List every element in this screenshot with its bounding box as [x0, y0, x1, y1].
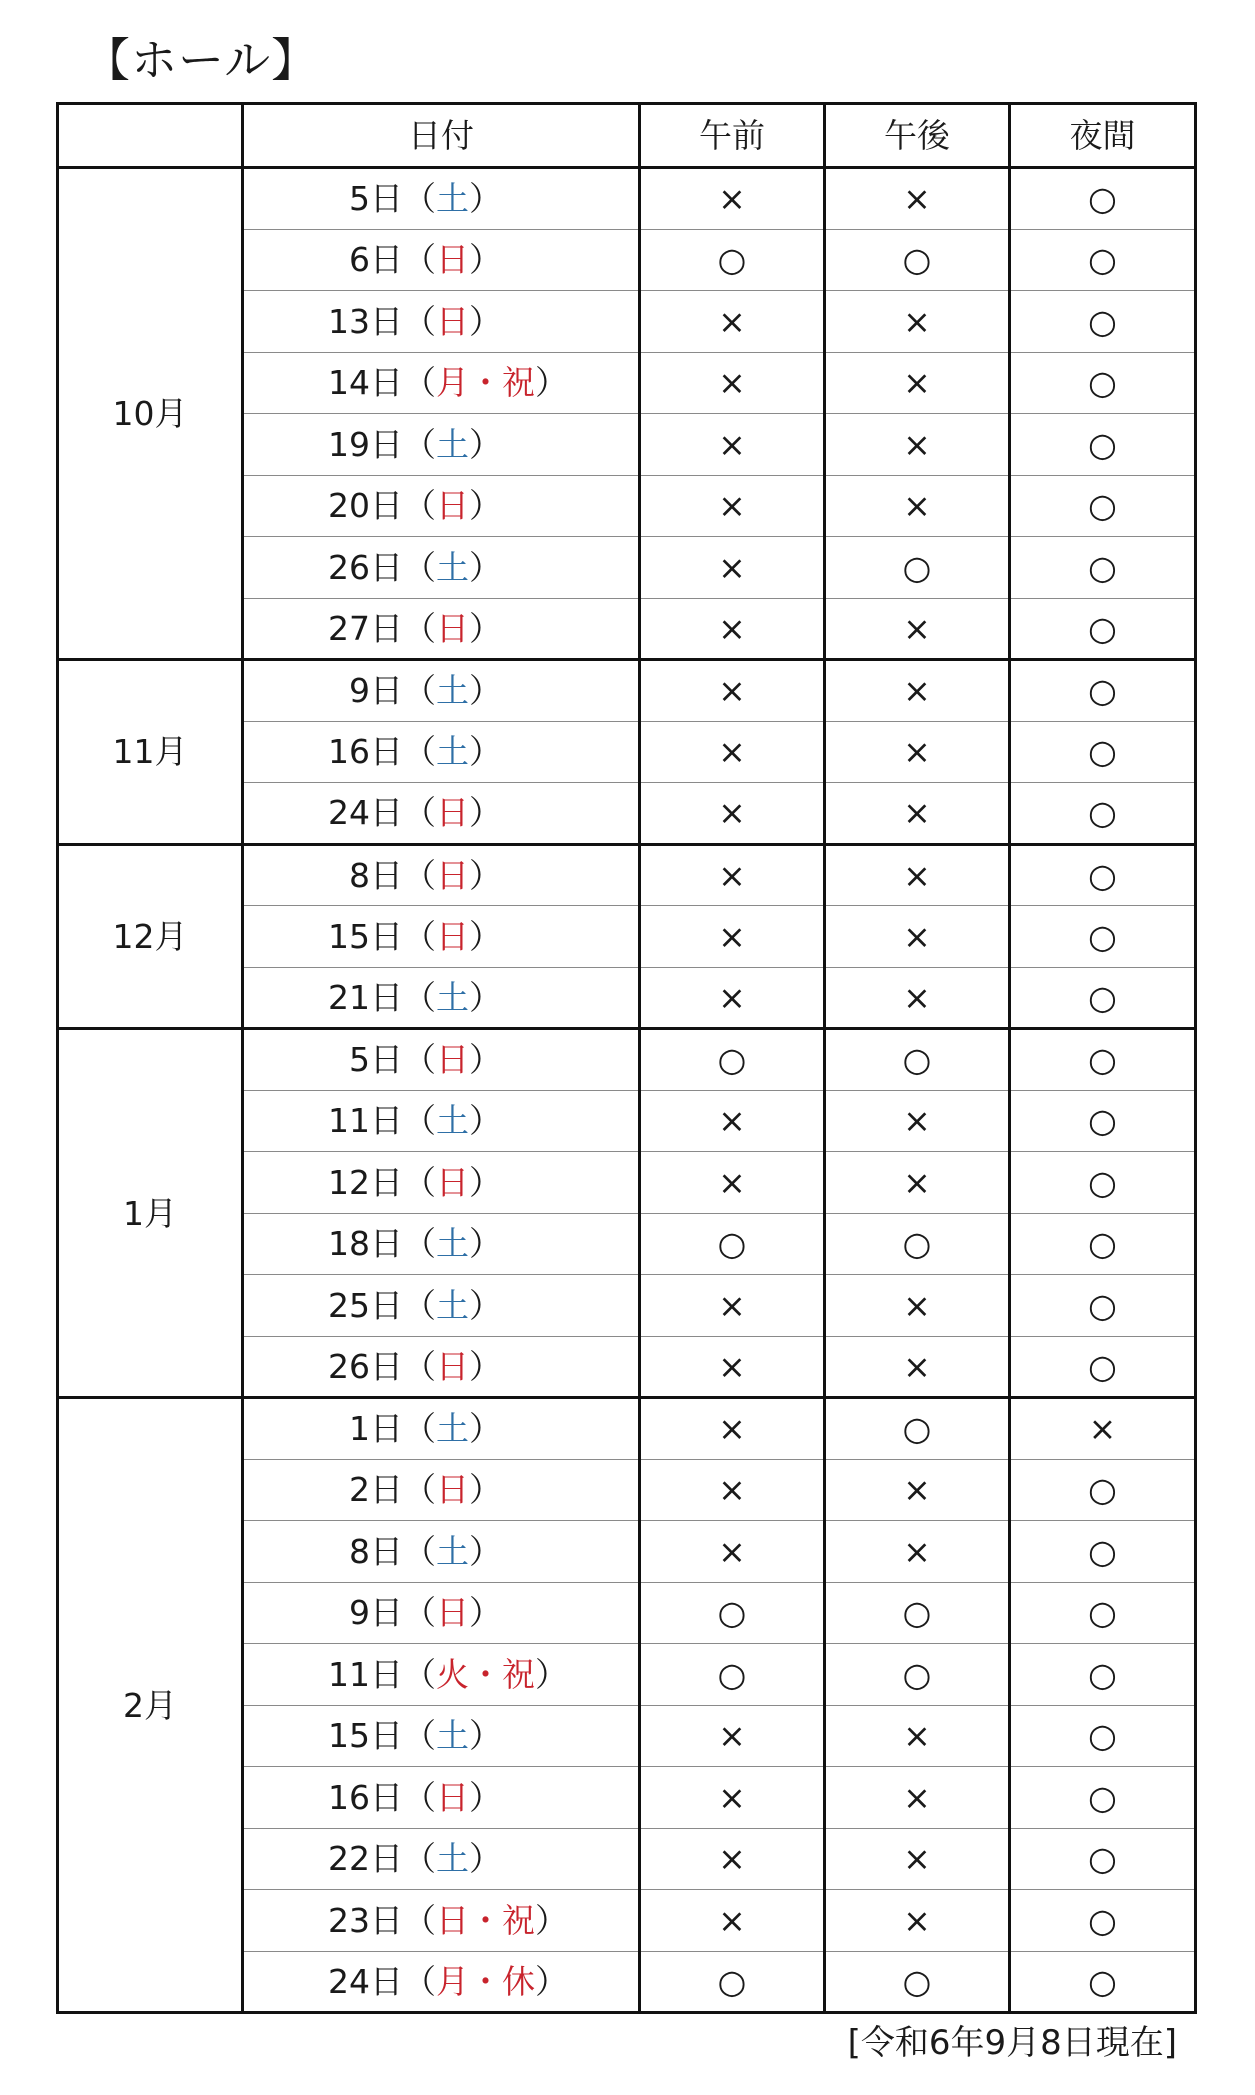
afternoon-status: × — [825, 414, 1010, 476]
afternoon-status: × — [825, 721, 1010, 783]
date-text — [291, 1716, 591, 1756]
weekday-label: 土 — [436, 424, 469, 464]
day-number: 20日 — [328, 486, 403, 526]
night-status: ○ — [1010, 352, 1196, 414]
date-cell — [243, 1398, 640, 1460]
close-paren: ） — [469, 1346, 502, 1386]
morning-status: ○ — [640, 1213, 825, 1275]
month-label: 2月 — [58, 1398, 243, 2013]
availability-table — [56, 102, 1197, 2014]
open-paren: （ — [403, 1285, 436, 1325]
weekday-label: 土 — [436, 1531, 469, 1571]
date-text — [291, 732, 591, 772]
morning-status: × — [640, 660, 825, 722]
afternoon-status: × — [825, 1767, 1010, 1829]
weekday-label: 日 — [436, 486, 469, 526]
night-status: ○ — [1010, 1336, 1196, 1398]
day-number: 2日 — [349, 1470, 403, 1510]
day-number: 24日 — [328, 1961, 403, 2001]
weekday-label: 土 — [436, 547, 469, 587]
date-text — [291, 1040, 591, 1080]
date-cell — [243, 1459, 640, 1521]
night-status: ○ — [1010, 1459, 1196, 1521]
afternoon-status: × — [825, 1705, 1010, 1767]
afternoon-status: ○ — [825, 537, 1010, 599]
afternoon-status: × — [825, 1521, 1010, 1583]
close-paren: ） — [469, 1285, 502, 1325]
weekday-label: 火・祝 — [436, 1654, 535, 1694]
day-number: 11日 — [328, 1654, 403, 1694]
date-text — [291, 240, 591, 280]
day-number: 16日 — [328, 1777, 403, 1817]
night-status: ○ — [1010, 721, 1196, 783]
weekday-label: 日 — [436, 1593, 469, 1633]
date-cell — [243, 967, 640, 1029]
weekday-label: 日 — [436, 793, 469, 833]
afternoon-status: × — [825, 168, 1010, 230]
close-paren: ） — [469, 608, 502, 648]
close-paren: ） — [469, 486, 502, 526]
date-text — [291, 1101, 591, 1141]
night-status: ○ — [1010, 660, 1196, 722]
weekday-label: 土 — [436, 1716, 469, 1756]
morning-status: ○ — [640, 1029, 825, 1091]
day-number: 21日 — [328, 977, 403, 1017]
day-number: 1日 — [349, 1409, 403, 1449]
header-month — [58, 104, 243, 168]
morning-status: × — [640, 1890, 825, 1952]
date-cell — [243, 1336, 640, 1398]
night-status: ○ — [1010, 1951, 1196, 2013]
date-cell — [243, 721, 640, 783]
date-cell — [243, 1767, 640, 1829]
night-status: ○ — [1010, 168, 1196, 230]
date-cell — [243, 783, 640, 845]
open-paren: （ — [403, 732, 436, 772]
night-status: ○ — [1010, 1644, 1196, 1706]
header-night: 夜間 — [1010, 104, 1196, 168]
morning-status: × — [640, 1828, 825, 1890]
night-status: ○ — [1010, 844, 1196, 906]
close-paren: ） — [469, 793, 502, 833]
weekday-label: 日 — [436, 1162, 469, 1202]
close-paren: ） — [469, 547, 502, 587]
date-text — [291, 1900, 591, 1940]
afternoon-status: ○ — [825, 1398, 1010, 1460]
night-status: ○ — [1010, 906, 1196, 968]
afternoon-status: ○ — [825, 229, 1010, 291]
table-row — [58, 1029, 1196, 1091]
afternoon-status: × — [825, 660, 1010, 722]
afternoon-status: ○ — [825, 1644, 1010, 1706]
date-text — [291, 1839, 591, 1879]
day-number: 18日 — [328, 1224, 403, 1264]
date-cell — [243, 352, 640, 414]
day-number: 19日 — [328, 424, 403, 464]
month-label: 12月 — [58, 844, 243, 1029]
night-status: ○ — [1010, 783, 1196, 845]
date-text — [291, 547, 591, 587]
open-paren: （ — [403, 1777, 436, 1817]
morning-status: × — [640, 1521, 825, 1583]
open-paren: （ — [403, 1961, 436, 2001]
afternoon-status: × — [825, 475, 1010, 537]
day-number: 13日 — [328, 301, 403, 341]
open-paren: （ — [403, 977, 436, 1017]
date-text — [291, 1961, 591, 2001]
date-cell — [243, 537, 640, 599]
date-text — [291, 486, 591, 526]
day-number: 5日 — [349, 179, 403, 219]
night-status: ○ — [1010, 1767, 1196, 1829]
afternoon-status: × — [825, 1890, 1010, 1952]
date-cell — [243, 906, 640, 968]
day-number: 23日 — [328, 1900, 403, 1940]
close-paren: ） — [469, 1839, 502, 1879]
afternoon-status: × — [825, 967, 1010, 1029]
day-number: 16日 — [328, 732, 403, 772]
as-of-date: [令和6年9月8日現在] — [847, 2023, 1177, 2063]
day-number: 15日 — [328, 916, 403, 956]
morning-status: × — [640, 291, 825, 353]
night-status: × — [1010, 1398, 1196, 1460]
date-cell — [243, 1644, 640, 1706]
morning-status: × — [640, 1275, 825, 1337]
afternoon-status: × — [825, 1336, 1010, 1398]
weekday-label: 日 — [436, 1777, 469, 1817]
day-number: 14日 — [328, 363, 403, 403]
close-paren: ） — [535, 1900, 568, 1940]
morning-status: × — [640, 1398, 825, 1460]
date-cell — [243, 1951, 640, 2013]
day-number: 12日 — [328, 1162, 403, 1202]
night-status: ○ — [1010, 598, 1196, 660]
table-row — [58, 660, 1196, 722]
date-text — [291, 916, 591, 956]
date-text — [291, 1593, 591, 1633]
date-cell — [243, 844, 640, 906]
close-paren: ） — [469, 855, 502, 895]
weekday-label: 日 — [436, 855, 469, 895]
night-status: ○ — [1010, 475, 1196, 537]
weekday-label: 日 — [436, 608, 469, 648]
day-number: 27日 — [328, 608, 403, 648]
date-text — [291, 1224, 591, 1264]
morning-status: ○ — [640, 1644, 825, 1706]
night-status: ○ — [1010, 1090, 1196, 1152]
weekday-label: 土 — [436, 179, 469, 219]
night-status: ○ — [1010, 1029, 1196, 1091]
morning-status: ○ — [640, 1582, 825, 1644]
date-cell — [243, 168, 640, 230]
open-paren: （ — [403, 1040, 436, 1080]
day-number: 9日 — [349, 1593, 403, 1633]
table-body — [58, 168, 1196, 2013]
date-cell — [243, 1213, 640, 1275]
date-text — [291, 1285, 591, 1325]
close-paren: ） — [469, 1777, 502, 1817]
weekday-label: 土 — [436, 671, 469, 711]
day-number: 24日 — [328, 793, 403, 833]
close-paren: ） — [469, 1593, 502, 1633]
afternoon-status: ○ — [825, 1029, 1010, 1091]
date-cell — [243, 1582, 640, 1644]
weekday-label: 月・祝 — [436, 363, 535, 403]
morning-status: × — [640, 1090, 825, 1152]
weekday-label: 土 — [436, 977, 469, 1017]
open-paren: （ — [403, 1470, 436, 1510]
weekday-label: 日 — [436, 1470, 469, 1510]
close-paren: ） — [469, 1101, 502, 1141]
morning-status: × — [640, 537, 825, 599]
morning-status: ○ — [640, 1951, 825, 2013]
date-text — [291, 1654, 591, 1694]
morning-status: × — [640, 1705, 825, 1767]
night-status: ○ — [1010, 291, 1196, 353]
date-cell — [243, 660, 640, 722]
morning-status: × — [640, 414, 825, 476]
morning-status: × — [640, 352, 825, 414]
date-text — [291, 424, 591, 464]
day-number: 8日 — [349, 855, 403, 895]
morning-status: × — [640, 721, 825, 783]
date-cell — [243, 291, 640, 353]
day-number: 25日 — [328, 1285, 403, 1325]
weekday-label: 土 — [436, 1285, 469, 1325]
open-paren: （ — [403, 179, 436, 219]
date-cell — [243, 1828, 640, 1890]
morning-status: × — [640, 906, 825, 968]
morning-status: × — [640, 844, 825, 906]
night-status: ○ — [1010, 1890, 1196, 1952]
afternoon-status: × — [825, 906, 1010, 968]
close-paren: ） — [469, 240, 502, 280]
date-cell — [243, 414, 640, 476]
open-paren: （ — [403, 424, 436, 464]
close-paren: ） — [535, 1961, 568, 2001]
close-paren: ） — [469, 1716, 502, 1756]
close-paren: ） — [469, 424, 502, 464]
weekday-label: 日 — [436, 916, 469, 956]
weekday-label: 土 — [436, 1409, 469, 1449]
open-paren: （ — [403, 547, 436, 587]
open-paren: （ — [403, 1654, 436, 1694]
night-status: ○ — [1010, 537, 1196, 599]
date-text — [291, 1162, 591, 1202]
afternoon-status: × — [825, 352, 1010, 414]
close-paren: ） — [469, 671, 502, 711]
open-paren: （ — [403, 1593, 436, 1633]
day-number: 8日 — [349, 1531, 403, 1571]
night-status: ○ — [1010, 1213, 1196, 1275]
open-paren: （ — [403, 1531, 436, 1571]
close-paren: ） — [469, 1470, 502, 1510]
night-status: ○ — [1010, 1705, 1196, 1767]
weekday-label: 日 — [436, 1040, 469, 1080]
date-text — [291, 793, 591, 833]
open-paren: （ — [403, 1346, 436, 1386]
date-cell — [243, 229, 640, 291]
close-paren: ） — [469, 977, 502, 1017]
morning-status: × — [640, 783, 825, 845]
date-text — [291, 301, 591, 341]
table-header — [58, 104, 1196, 168]
open-paren: （ — [403, 240, 436, 280]
open-paren: （ — [403, 671, 436, 711]
date-cell — [243, 1275, 640, 1337]
open-paren: （ — [403, 1162, 436, 1202]
weekday-label: 日・祝 — [436, 1900, 535, 1940]
close-paren: ） — [469, 1409, 502, 1449]
afternoon-status: × — [825, 598, 1010, 660]
open-paren: （ — [403, 1716, 436, 1756]
month-label: 11月 — [58, 660, 243, 845]
night-status: ○ — [1010, 1152, 1196, 1214]
open-paren: （ — [403, 1224, 436, 1264]
day-number: 9日 — [349, 671, 403, 711]
weekday-label: 月・休 — [436, 1961, 535, 2001]
night-status: ○ — [1010, 414, 1196, 476]
table-row — [58, 168, 1196, 230]
day-number: 15日 — [328, 1716, 403, 1756]
date-cell — [243, 475, 640, 537]
weekday-label: 土 — [436, 1839, 469, 1879]
close-paren: ） — [469, 301, 502, 341]
date-text — [291, 1777, 591, 1817]
open-paren: （ — [403, 363, 436, 403]
date-cell — [243, 598, 640, 660]
morning-status: × — [640, 1152, 825, 1214]
weekday-label: 土 — [436, 1224, 469, 1264]
date-cell — [243, 1890, 640, 1952]
weekday-label: 日 — [436, 301, 469, 341]
page-title: 【ホール】 — [84, 33, 319, 87]
date-cell — [243, 1521, 640, 1583]
date-text — [291, 671, 591, 711]
month-label: 10月 — [58, 168, 243, 660]
morning-status: × — [640, 967, 825, 1029]
header-afternoon: 午後 — [825, 104, 1010, 168]
morning-status: × — [640, 1336, 825, 1398]
open-paren: （ — [403, 1101, 436, 1141]
afternoon-status: × — [825, 291, 1010, 353]
afternoon-status: × — [825, 1275, 1010, 1337]
close-paren: ） — [469, 916, 502, 956]
day-number: 6日 — [349, 240, 403, 280]
afternoon-status: × — [825, 844, 1010, 906]
date-cell — [243, 1029, 640, 1091]
date-text — [291, 363, 591, 403]
date-text — [291, 608, 591, 648]
afternoon-status: ○ — [825, 1213, 1010, 1275]
date-text — [291, 1409, 591, 1449]
weekday-label: 土 — [436, 1101, 469, 1141]
day-number: 22日 — [328, 1839, 403, 1879]
weekday-label: 日 — [436, 1346, 469, 1386]
date-text — [291, 1346, 591, 1386]
night-status: ○ — [1010, 229, 1196, 291]
day-number: 26日 — [328, 547, 403, 587]
afternoon-status: ○ — [825, 1582, 1010, 1644]
afternoon-status: ○ — [825, 1951, 1010, 2013]
date-text — [291, 1470, 591, 1510]
date-cell — [243, 1152, 640, 1214]
close-paren: ） — [469, 1162, 502, 1202]
close-paren: ） — [535, 1654, 568, 1694]
open-paren: （ — [403, 793, 436, 833]
day-number: 26日 — [328, 1346, 403, 1386]
night-status: ○ — [1010, 967, 1196, 1029]
header-morning: 午前 — [640, 104, 825, 168]
close-paren: ） — [469, 732, 502, 772]
open-paren: （ — [403, 301, 436, 341]
table-row — [58, 844, 1196, 906]
open-paren: （ — [403, 1900, 436, 1940]
day-number: 11日 — [328, 1101, 403, 1141]
header-date: 日付 — [243, 104, 640, 168]
date-text — [291, 1531, 591, 1571]
close-paren: ） — [469, 1531, 502, 1571]
night-status: ○ — [1010, 1275, 1196, 1337]
weekday-label: 日 — [436, 240, 469, 280]
close-paren: ） — [469, 179, 502, 219]
date-text — [291, 977, 591, 1017]
date-cell — [243, 1705, 640, 1767]
close-paren: ） — [469, 1224, 502, 1264]
day-number: 5日 — [349, 1040, 403, 1080]
morning-status: × — [640, 168, 825, 230]
header-row — [58, 104, 1196, 168]
open-paren: （ — [403, 916, 436, 956]
afternoon-status: × — [825, 1152, 1010, 1214]
morning-status: × — [640, 1459, 825, 1521]
table-row — [58, 1398, 1196, 1460]
afternoon-status: × — [825, 1090, 1010, 1152]
morning-status: × — [640, 475, 825, 537]
date-text — [291, 179, 591, 219]
close-paren: ） — [535, 363, 568, 403]
date-text — [291, 855, 591, 895]
month-label: 1月 — [58, 1029, 243, 1398]
night-status: ○ — [1010, 1521, 1196, 1583]
open-paren: （ — [403, 1839, 436, 1879]
weekday-label: 土 — [436, 732, 469, 772]
morning-status: ○ — [640, 229, 825, 291]
open-paren: （ — [403, 1409, 436, 1449]
morning-status: × — [640, 1767, 825, 1829]
open-paren: （ — [403, 855, 436, 895]
night-status: ○ — [1010, 1828, 1196, 1890]
open-paren: （ — [403, 608, 436, 648]
night-status: ○ — [1010, 1582, 1196, 1644]
open-paren: （ — [403, 486, 436, 526]
morning-status: × — [640, 598, 825, 660]
close-paren: ） — [469, 1040, 502, 1080]
afternoon-status: × — [825, 1828, 1010, 1890]
afternoon-status: × — [825, 1459, 1010, 1521]
afternoon-status: × — [825, 783, 1010, 845]
date-cell — [243, 1090, 640, 1152]
